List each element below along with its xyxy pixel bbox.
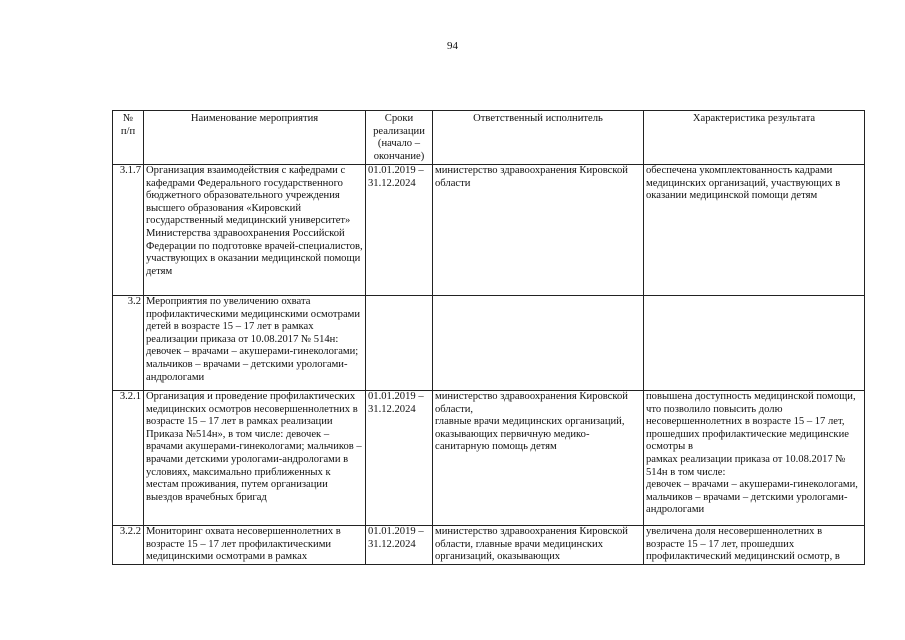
header-result: Характеристика результата [644,111,865,165]
table-row [113,391,865,526]
activity-executor [433,296,644,391]
activity-result: увеличена доля несовершеннолетних в возрасте 15 – 17 лет, прошедших профилактический медицинский осмотр, в [644,526,865,565]
row-number: 3.2.1 [113,391,144,526]
table-row [113,165,865,296]
row-number: 3.2 [113,296,144,391]
activity-result [644,296,865,391]
activity-executor: министерство здравоохранения Кировской области, главные врачи медицинских организаций, оказывающих [433,526,644,565]
table-row [113,296,865,391]
header-executor: Ответственный исполнитель [433,111,644,165]
header-activity-name: Наименование мероприятия [144,111,366,165]
table-header-row [113,111,865,165]
activity-result: обеспечена укомплектованность кадрами медицинских организаций, участвующих в оказании медицинской помощи детям [644,165,865,296]
activity-executor: министерство здравоохранения Кировской области, главные врачи медицинских организаций, оказывающих первичную медико-санитарную помощь детям [433,391,644,526]
activity-name: Мероприятия по увеличению охвата профилактическими медицинскими осмотрами детей в возрасте 15 – 17 лет в рамках реализации приказа от 10.08.2017 № 514н: девочек – врачами – акушерами-гинекологами; мальчиков – врачами – детскими урологами-андрологами [144,296,366,391]
page-number: 94 [447,40,458,52]
activity-period [366,296,433,391]
activity-period: 01.01.2019 – 31.12.2024 [366,391,433,526]
header-number: № п/п [113,111,144,165]
activity-result: повышена доступность медицинской помощи, что позволило повысить долю несовершеннолетних в возрасте 15 – 17 лет, прошедших профилактические медицинские осмотры в рамках реализации приказа от 10.08.2017 № 514н в том числе: девочек – врачами – акушерами-гинекологами, мальчиков – врачами – детскими урологами-андрологами [644,391,865,526]
activity-name: Организация и проведение профилактических медицинских осмотров несовершеннолетних в возрасте 15 – 17 лет в рамках реализации Приказа №514н», в том числе: девочек – врачами акушерами-гинекологами; мальчиков – врачами детскими урологами-андрологами в условиях, максимально приближенных к местам проживания, путем организации выездов врачебных бригад [144,391,366,526]
row-number: 3.2.2 [113,526,144,565]
header-period: Сроки реализации (начало – окончание) [366,111,433,165]
activity-period: 01.01.2019 – 31.12.2024 [366,165,433,296]
activity-name: Мониторинг охвата несовершеннолетних в возрасте 15 – 17 лет профилактическими медицинскими осмотрами в рамках [144,526,366,565]
row-number: 3.1.7 [113,165,144,296]
table-row [113,526,865,565]
activity-executor: министерство здравоохранения Кировской области [433,165,644,296]
activities-table [112,110,865,565]
activity-name: Организация взаимодействия с кафедрами с кафедрами Федерального государственного бюджетного образовательного учреждения высшего образования «Кировский государственный медицинский университет» Министерства здравоохранения Российской Федерации по подготовке врачей-специалистов, участвующих в оказании медицинской помощи детям [144,165,366,296]
activity-period: 01.01.2019 – 31.12.2024 [366,526,433,565]
